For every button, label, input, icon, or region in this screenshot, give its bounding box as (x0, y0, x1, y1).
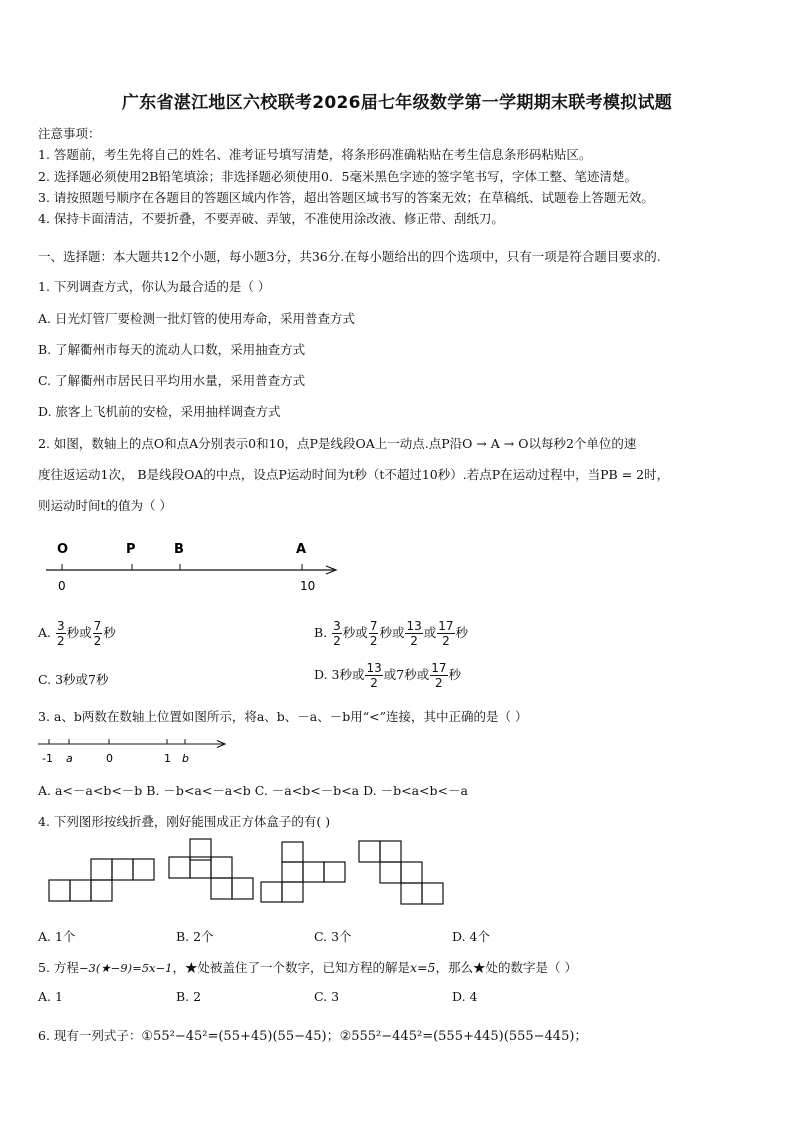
q5-option-a[interactable]: A. 1 (38, 989, 63, 1004)
q4-option-c[interactable]: C. 3个 (314, 929, 352, 944)
q2-number-line-figure (40, 536, 350, 598)
question-3-stem: 3. a、b两数在数轴上位置如图所示，将a、b、－a、－b用“<”连接，其中正确的是（ ） (38, 709, 528, 724)
cube-net-2 (169, 839, 253, 899)
solution: x=5 (410, 960, 436, 975)
q2-option-c[interactable]: C. 3秒或7秒 (38, 672, 109, 687)
q2-option-a[interactable]: A. $\frac{3}{2}$ 秒或 $\frac{7}{2}$ 秒 (38, 619, 116, 648)
tick-label: 0 (58, 579, 66, 593)
tick-label: -1 (42, 752, 53, 765)
q1-option-c[interactable]: C. 了解衢州市居民日平均用水量，采用普查方式 (38, 373, 306, 388)
question-1-stem: 1. 下列调查方式，你认为最合适的是（ ） (38, 279, 271, 294)
point-label-p: P (126, 542, 136, 557)
equation: −3(★−9)=5x−1 (78, 961, 173, 975)
cube-net-1 (49, 859, 154, 901)
equation: ①55²−45²=(55+45)(55−45)； (141, 1029, 340, 1044)
equation: ②555²−445²=(555+445)(555−445)； (339, 1029, 588, 1044)
q5-option-d[interactable]: D. 4 (452, 989, 478, 1004)
q4-option-b[interactable]: B. 2个 (176, 929, 214, 944)
option-letter: A. (38, 625, 52, 640)
q2-option-d[interactable]: D. 3秒或 $\frac{13}{2}$ 或7秒或 $\frac{17}{2}$ 秒 (314, 661, 462, 690)
fraction: $\frac{3}{2}$ (333, 619, 341, 648)
q3-options[interactable]: A. a<－a<b<－b B. －b<a<－a<b C. －a<b<－b<a D. －b<a<b<－a (38, 783, 468, 798)
fraction: $\frac{13}{2}$ (366, 661, 382, 690)
question-2-line: 则运动时间t的值为（ ） (38, 498, 172, 513)
fraction: $\frac{3}{2}$ (57, 619, 65, 648)
point-label-o: O (57, 542, 69, 557)
fraction: $\frac{7}{2}$ (93, 619, 102, 648)
q3-number-line-figure (36, 734, 236, 770)
notice-item: 2. 选择题必须使用2B铅笔填涂；非选择题必须使用0．5毫米黑色字迹的签字笔书写，字体工整、笔迹清楚。 (38, 169, 637, 184)
section-heading: 一、选择题：本大题共12个小题，每小题3分，共36分.在每小题给出的四个选项中，只有一项是符合题目要求的. (38, 249, 661, 264)
q1-option-a[interactable]: A. 日光灯管厂要检测一批灯管的使用寿命，采用普查方式 (38, 311, 355, 326)
tick-label: 0 (106, 752, 113, 765)
cube-net-3 (261, 842, 345, 902)
fraction: $\frac{7}{2}$ (369, 619, 378, 648)
question-2-line: 2. 如图，数轴上的点O和点A分别表示0和10，点P是线段OA上一动点.点P沿O → A → O以每秒2个单位的速 (38, 436, 637, 451)
tick-label: b (182, 752, 189, 765)
q2-option-b[interactable]: B. $\frac{3}{2}$ 秒或 $\frac{7}{2}$ 秒或 $\frac{13}{2}$ 或 $\frac{17}{2}$ 秒 (314, 619, 469, 648)
notice-heading: 注意事项： (38, 126, 101, 141)
fraction: $\frac{17}{2}$ (438, 619, 454, 648)
q5-option-c[interactable]: C. 3 (314, 989, 340, 1004)
q4-option-a[interactable]: A. 1个 (38, 929, 76, 944)
notice-item: 1. 答题前，考生先将自己的姓名、准考证号填写清楚，将条形码准确粘贴在考生信息条形码粘贴区。 (38, 147, 592, 162)
point-label-a: A (296, 542, 307, 557)
cube-net-4 (359, 841, 443, 904)
fraction: $\frac{17}{2}$ (431, 661, 447, 690)
question-6-stem: 6. 现有一列式子：①55²−45²=(55+45)(55−45)；②555²−445²=(555+445)(555−445)； (38, 1028, 588, 1044)
tick-label: 10 (300, 579, 316, 593)
q1-option-d[interactable]: D. 旅客上飞机前的安检，采用抽样调查方式 (38, 404, 281, 419)
q1-option-b[interactable]: B. 了解衢州市每天的流动人口数，采用抽查方式 (38, 342, 306, 357)
notice-item: 4. 保持卡面清洁，不要折叠，不要弄破、弄皱，不准使用涂改液、修正带、刮纸刀。 (38, 211, 504, 226)
tick-label: a (66, 752, 73, 765)
q4-cube-nets-figure (46, 836, 446, 906)
fraction: $\frac{13}{2}$ (406, 619, 422, 648)
q5-option-b[interactable]: B. 2 (176, 989, 202, 1004)
tick-label: 1 (164, 752, 171, 765)
notice-item: 3. 请按照题号顺序在各题目的答题区域内作答，超出答题区域书写的答案无效；在草稿纸、试题卷上答题无效。 (38, 190, 654, 205)
point-label-b: B (174, 542, 184, 557)
page-title: 广东省湛江地区六校联考2026届七年级数学第一学期期末联考模拟试题 (121, 93, 673, 113)
q4-option-d[interactable]: D. 4个 (452, 929, 490, 944)
question-2-line: 度往返运动1次， B是线段OA的中点，设点P运动时间为t秒（t不超过10秒）.若点P在运动过程中，当PB = 2时， (38, 467, 670, 482)
question-4-stem: 4. 下列图形按线折叠，刚好能围成正方体盒子的有( ) (38, 814, 331, 829)
question-5-stem: 5. 方程−3(★−9)=5x−1，★处被盖住了一个数字，已知方程的解是x=5，那么★处的数字是（ ） (38, 960, 577, 975)
option-letter: B. (314, 625, 328, 640)
